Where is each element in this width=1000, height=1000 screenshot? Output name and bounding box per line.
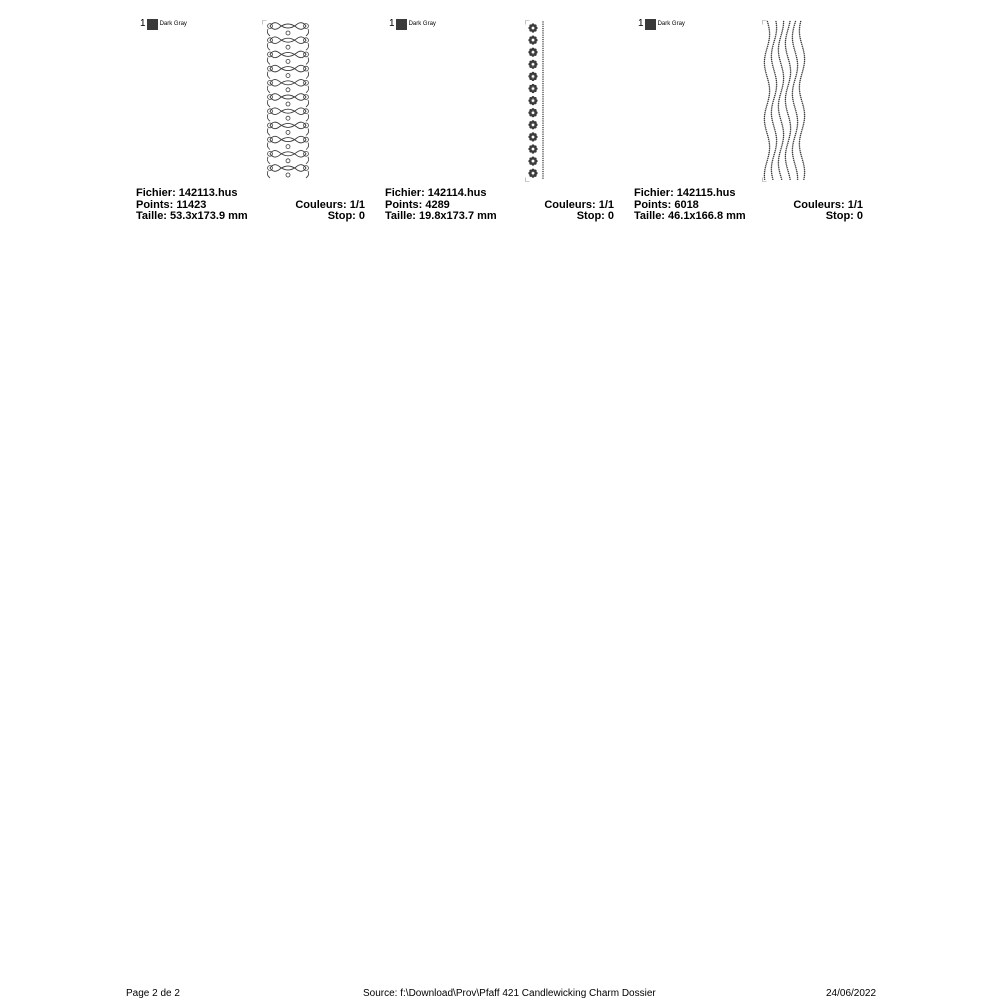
wave-border-embroidery-icon [762,20,808,182]
stitch-points: Points: 11423 [136,198,207,211]
color-count: Couleurs: 1/1 [793,198,863,211]
design-size: Taille: 53.3x173.9 mm [136,210,248,222]
color-index: 1 [389,18,395,29]
stop-count: Stop: 0 [327,210,365,222]
color-index: 1 [140,18,146,29]
color-swatch [396,19,407,30]
color-count: Couleurs: 1/1 [295,198,365,211]
design-info [136,188,368,223]
design-card [634,16,866,228]
page-number: Page 2 de 2 [126,988,180,999]
design-card [385,16,617,228]
color-legend [638,18,685,30]
color-legend [140,18,187,30]
stitch-points: Points: 6018 [634,198,699,211]
design-size: Taille: 46.1x166.8 mm [634,210,746,222]
color-swatch [645,19,656,30]
knot-border-embroidery-icon [262,20,314,182]
source-path: Source: f:\Download\Prov\Pfaff 421 Candlewicking Charm Dossier [363,988,656,999]
color-name: Dark Gray [408,20,436,27]
flower-border-embroidery-icon [525,20,547,182]
design-card [136,16,368,228]
color-name: Dark Gray [657,20,685,27]
color-index: 1 [638,18,644,29]
design-info [385,188,617,223]
print-date: 24/06/2022 [826,988,877,999]
color-legend [389,18,436,30]
color-count: Couleurs: 1/1 [544,198,614,211]
file-name: Fichier: 142113.hus [136,187,238,199]
stop-count: Stop: 0 [576,210,614,222]
color-swatch [147,19,158,30]
stitch-points: Points: 4289 [385,198,450,211]
color-name: Dark Gray [159,20,187,27]
stop-count: Stop: 0 [825,210,863,222]
file-name: Fichier: 142114.hus [385,187,487,199]
design-size: Taille: 19.8x173.7 mm [385,210,497,222]
design-info [634,188,866,223]
file-name: Fichier: 142115.hus [634,187,736,199]
